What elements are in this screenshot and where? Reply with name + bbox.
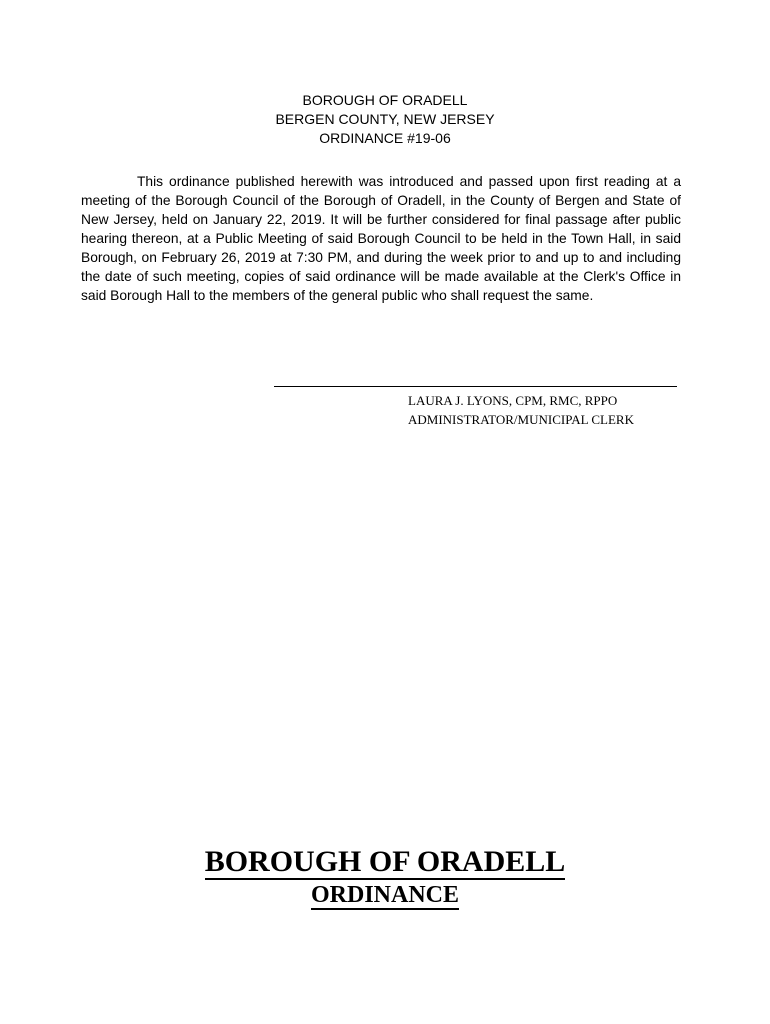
signatory-name: LAURA J. LYONS, CPM, RMC, RPPO	[408, 393, 618, 408]
footer-title	[0, 843, 770, 881]
notice-paragraph: This ordinance published herewith was introduced and passed upon first reading at a meeting of the Borough Council of the Borough of Oradell, in the County of Bergen and State of New Jersey, held on January 22, 2019. It will be further considered for final passage after public hearing thereon, at a Public Meeting of said Borough Council to be held in the Town Hall, in said Borough, on February 26, 2019 at 7:30 PM, and during the week prior to and up to and including the date of such meeting, copies of said ordinance will be made available at the Clerk's Office in said Borough Hall to the members of the general public who shall request the same.	[81, 174, 681, 303]
footer-title-text: BOROUGH OF ORADELL	[204, 845, 566, 878]
header-ordinance-number: ORDINANCE #19-06	[319, 130, 451, 146]
signature-line	[274, 386, 677, 387]
signature-block	[408, 391, 634, 429]
document-header	[0, 91, 770, 148]
footer-subtitle-text: ORDINANCE	[310, 882, 459, 908]
signatory-title: ADMINISTRATOR/MUNICIPAL CLERK	[408, 412, 634, 427]
footer-subtitle	[0, 880, 770, 910]
header-county-state: BERGEN COUNTY, NEW JERSEY	[275, 111, 495, 127]
header-borough-name: BOROUGH OF ORADELL	[302, 92, 468, 108]
